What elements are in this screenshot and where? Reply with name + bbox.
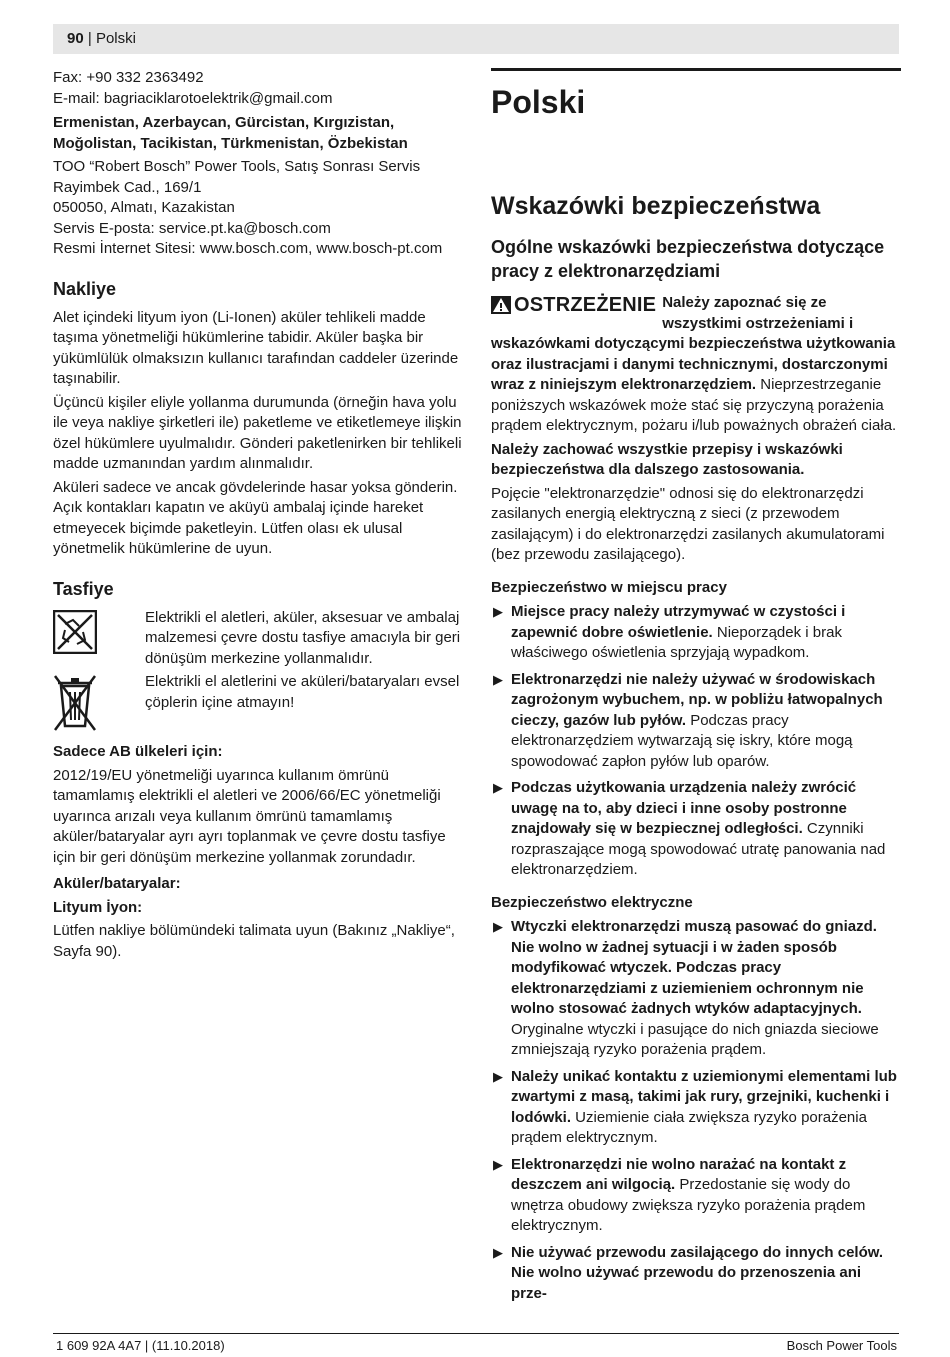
- right-column: [491, 68, 901, 1310]
- address-line: TOO “Robert Bosch” Power Tools, Satış Sonrası Servis: [53, 158, 421, 175]
- title-rule: [491, 68, 901, 71]
- nakliye-paragraph: Alet içindeki lityum iyon (Li-Ionen) aküler tehlikeli madde taşıma yönetmeliği hükümlerine tabidir. Aküler başka bir yükümlülük olmaksızın kullanıcı tarafından caddeler üzerinde taşınabilir.: [53, 308, 459, 387]
- keep-instructions: Należy zachować wszystkie przepisy i wskazówki bezpieczeństwa dla dalszego zastosowania.: [491, 440, 843, 478]
- warning-badge: [491, 295, 656, 316]
- disposal-bin-row: [53, 672, 463, 736]
- footer-rule: [53, 1333, 899, 1334]
- bullet-arrow-icon: ▶: [493, 780, 503, 795]
- electrical-list: [491, 917, 901, 1304]
- warning-triangle-icon: [491, 296, 511, 314]
- section-title: Polski: [491, 84, 586, 120]
- bullet-arrow-icon: ▶: [493, 1068, 503, 1084]
- address-line: Servis E-posta: service.pt.ka@bosch.com: [53, 219, 331, 237]
- list-item: [491, 917, 901, 1061]
- lityum-text: Lütfen nakliye bölümündeki talimata uyun (Bakınız „Nakliye“, Sayfa 90).: [53, 922, 455, 960]
- footer-brand: Bosch Power Tools: [786, 1338, 897, 1353]
- item-bold: Miejsce pracy należy utrzymywać w czystości i zapewnić dobre oświetlenie.: [511, 603, 846, 641]
- warning-bold: Należy zapoznać się ze wszystkimi ostrzeżeniami i wskazówkami dotyczącymi bezpieczeństwa użytkowania oraz ilustracjami i danymi technicznymi, dostarczonymi wraz z niniejszym elektronarzędziem.: [491, 294, 896, 393]
- bullet-arrow-icon: ▶: [493, 1156, 503, 1172]
- page-number: 90: [67, 30, 84, 47]
- item-bold: Elektronarzędzi nie wolno narażać na kontakt z deszczem ani wilgocią.: [511, 1155, 847, 1193]
- header-language: Polski: [95, 30, 136, 47]
- item-text: Oryginalne wtyczki i pasujące do nich gniazda sieciowe zmniejszają ryzyko porażenia prądem.: [511, 1020, 879, 1058]
- warning-text: Nieprzestrzeganie poniższych wskazówek może stać się przyczyną porażenia prądem elektrycznym, pożaru i/lub poważnych obrażeń ciała.: [491, 376, 897, 434]
- definition-text: Pojęcie "elektronarzędzie" odnosi się do elektronarzędzi zasilanych energią elektryczną z sieci (z przewodem zasilającym) i do elektronarzędzi zasilanych akumulatorami (bez przewodu zasilającego).: [491, 484, 885, 563]
- item-text: Uziemienie ciała zwiększa ryzyko porażenia prądem elektrycznym.: [511, 1108, 867, 1146]
- left-column: [53, 68, 463, 965]
- item-bold: Należy unikać kontaktu z uziemionymi elementami lub zwartymi z masą, takimi jak rury, grzejniki, kuchenki i lodówki.: [511, 1067, 897, 1126]
- list-item: [491, 602, 901, 664]
- item-text: Przedostanie się wody do wnętrza obudowy zwiększa ryzyko porażenia prądem elektrycznym.: [511, 1176, 866, 1234]
- tasfiye-text-2: Elektrikli el aletlerini ve aküleri/bataryaları evsel çöplerin içine atmayın!: [145, 673, 460, 711]
- list-item: [491, 670, 901, 773]
- bullet-arrow-icon: ▶: [493, 671, 503, 687]
- item-bold: Elektronarzędzi nie należy używać w środowiskach zagrożonym wybuchem, np. w pobliżu łatwopalnych cieczy, gazów lub pyłów.: [511, 670, 883, 729]
- address-line: Resmi İnternet Sitesi: www.bosch.com, www.bosch-pt.com: [53, 240, 443, 257]
- contact-fax: Fax: +90 332 2363492: [53, 69, 204, 86]
- item-bold: Podczas użytkowania urządzenia należy zwrócić uwagę na to, aby dzieci i inne osoby postronne znajdowały się w bezpiecznej odległości.: [511, 779, 857, 837]
- contact-email: E-mail: bagriaciklarotoelektrik@gmail.com: [53, 89, 333, 107]
- tasfiye-title: Tasfiye: [53, 578, 114, 599]
- header-text: [67, 29, 136, 50]
- address-line: 050050, Almatı, Kazakistan: [53, 199, 235, 216]
- item-bold: Nie używać przewodu zasilającego do innych celów. Nie wolno używać przewodu do przenoszenia ani prze-: [511, 1243, 884, 1302]
- footer-doc-id: 1 609 92A 4A7 | (11.10.2018): [56, 1338, 225, 1353]
- item-text: Nieporządek i brak właściwego oświetlenia sprzyjają wypadkom.: [511, 623, 842, 661]
- electrical-title: Bezpieczeństwo elektryczne: [491, 893, 693, 911]
- countries-heading: Ermenistan, Azerbaycan, Gürcistan, Kırgızistan, Moğolistan, Tacikistan, Türkmenistan, Özbekistan: [53, 114, 408, 152]
- bullet-arrow-icon: ▶: [493, 604, 503, 619]
- work-area-title: Bezpieczeństwo w miejscu pracy: [491, 578, 727, 596]
- header-separator: |: [87, 30, 92, 47]
- work-area-list: [491, 602, 901, 881]
- bullet-arrow-icon: ▶: [493, 919, 503, 934]
- list-item: [491, 1067, 901, 1149]
- nakliye-paragraph: Aküleri sadece ve ancak gövdelerinde hasar yoksa gönderin. Açık kontakları kapatın ve aküyü ambalaj içinde hareket etmeyecek biçimde paketleyin. Lütfen olası ek ulusal yönetmelik hükümlerine de uyun.: [53, 478, 458, 557]
- list-item: [491, 778, 901, 881]
- nakliye-paragraph: Üçüncü kişiler eliyle yollanma durumunda (örneğin hava yolu ile veya nakliye şirketleri ile) paketleme ve etiketlemeye ilişkin özel hükümlere uyulmalıdır. Gönderi paketlenirken bir tehlikeli madde uzmanından yardım alınmalıdır.: [53, 393, 462, 472]
- ab-title: Sadece AB ülkeleri için:: [53, 743, 223, 760]
- safety-title: Wskazówki bezpieczeństwa: [491, 192, 821, 220]
- crossed-bin-icon: [53, 672, 97, 734]
- item-text: Podczas pracy elektronarzędziem wytwarzają się iskry, które mogą spowodować zapłon pyłów lub oparów.: [511, 711, 853, 770]
- page-header: [53, 24, 899, 54]
- warning-label: OSTRZEŻENIE: [514, 294, 657, 316]
- akuler-title: Aküler/bataryalar:: [53, 875, 181, 892]
- disposal-recycle-row: [53, 608, 463, 670]
- lityum-title: Lityum İyon:: [53, 898, 143, 916]
- item-text: Czynniki rozpraszające mogą spowodować utratę panowania nad elektronarzędziem.: [511, 820, 886, 878]
- warning-paragraph: [491, 293, 901, 437]
- ab-text: 2012/19/EU yönetmeliği uyarınca kullanım ömrünü tamamlamış elektrikli el aletleri ve 2006/66/EC yönetmeliği uyarınca arızalı veya kullanım ömrünü tamamlamış aküler/bataryalar ayrı ayrı toplanmak ve çevre dostu tasfiye için bir geri dönüşüm merkezine yollanmak zorundadır.: [53, 766, 446, 866]
- item-bold: Wtyczki elektronarzędzi muszą pasować do gniazd. Nie wolno w żadnej sytuacji i w żaden sposób modyfikować wtyczek. Podczas pracy elektronarzędziami z uziemieniem ochronnym nie wolno stosować żadnych wtyków adaptacyjnych.: [511, 918, 877, 1017]
- recycle-symbol-icon: [53, 610, 97, 654]
- nakliye-title: Nakliye: [53, 278, 117, 299]
- address-line: Rayimbek Cad., 169/1: [53, 178, 202, 196]
- list-item: [491, 1155, 901, 1237]
- general-title: Ogólne wskazówki bezpieczeństwa dotyczące pracy z elektronarzędziami: [491, 237, 885, 281]
- bullet-arrow-icon: ▶: [493, 1244, 503, 1260]
- list-item: [491, 1243, 901, 1305]
- tasfiye-text-1: Elektrikli el aletleri, aküler, aksesuar ve ambalaj malzemesi çevre dostu tasfiye amacıyla bir geri dönüşüm merkezine yollanmalıdır.: [145, 608, 461, 667]
